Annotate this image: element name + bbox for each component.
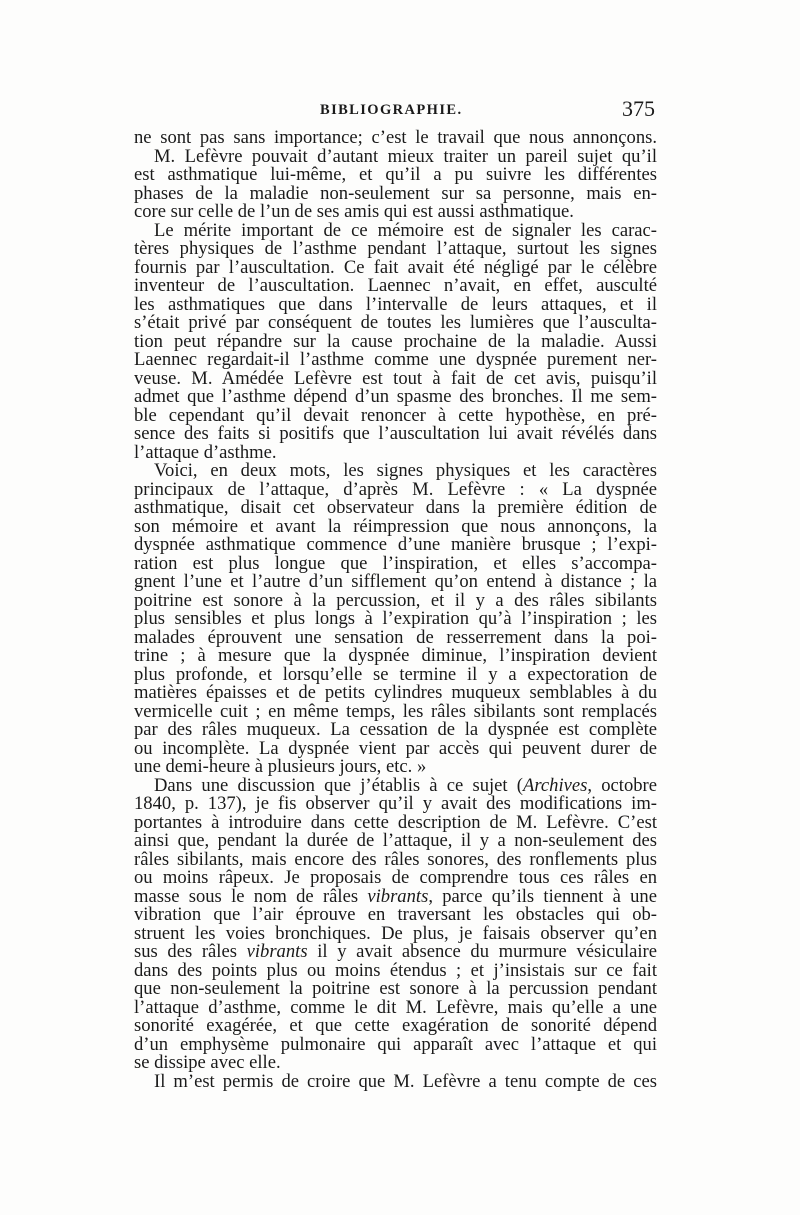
text-line: Dans une discussion que j’établis à ce sujet (Archives, octobre <box>154 774 657 796</box>
text-line: veuse. M. Amédée Lefèvre est tout à fait de cet avis, puisqu’il <box>134 367 657 389</box>
text-line: asthmatique, disait cet observateur dans la première édition de <box>134 497 657 518</box>
text-line: masse sous le nom de râles vibrants, parce qu’ils tiennent à une <box>134 885 657 907</box>
text-line: dans des points plus ou moins étendus ; et j’insistais sur ce fait <box>134 959 657 981</box>
text-line: plus profonde, et lorsqu’elle se termine il y a expectoration de <box>134 663 657 685</box>
text-line: admet que l’asthme dépend d’un spasme des bronches. Il me sem- <box>134 386 657 407</box>
text-line: malades éprouvent une sensation de resserrement dans la poi- <box>134 626 657 648</box>
text-line: trine ; à mesure que la dyspnée diminue, l’inspiration devient <box>134 645 657 666</box>
text-line: principaux de l’attaque, d’après M. Lefèvre : « La dyspnée <box>134 478 657 500</box>
text-line: ou moins râpeux. Je proposais de comprendre tous ces râles en <box>134 867 657 888</box>
text-line: râles sibilants, mais encore des râles sonores, des ronflements plus <box>134 848 657 870</box>
text-line: tion peut répandre sur la cause prochaine de la maladie. Aussi <box>134 330 657 352</box>
text-line: matières épaisses et de petits cylindres muqueux semblables à du <box>134 682 657 703</box>
text-line: sonorité exagérée, et que cette exagération de sonorité dépend <box>134 1015 657 1036</box>
text-line: se dissipe avec elle. <box>134 1052 281 1073</box>
text-line: Il m’est permis de croire que M. Lefèvre a tenu compte de ces <box>154 1070 657 1092</box>
text-line: l’attaque d’asthme. <box>134 441 277 463</box>
text-line: ble cependant qu’il devait renoncer à cette hypothèse, en pré- <box>134 404 657 426</box>
text-line: struent les voies bronchiques. De plus, je faisais observer qu’en <box>134 922 657 944</box>
text-line: Laennec regardait-il l’asthme comme une dyspnée purement ner- <box>134 349 657 370</box>
italic-term: Archives <box>523 774 588 796</box>
text-line: son mémoire et avant la réimpression que nous annonçons, la <box>134 515 657 537</box>
running-head <box>135 96 655 124</box>
text-line: ne sont pas sans importance; c’est le travail que nous annonçons. <box>134 127 657 148</box>
italic-term: vibrants <box>246 941 308 962</box>
running-title: BIBLIOGRAPHIE. <box>320 102 463 118</box>
text-line: Voici, en deux mots, les signes physiques et les caractères <box>154 460 657 481</box>
text-line: M. Lefèvre pouvait d’autant mieux traiter un pareil sujet qu’il <box>154 145 657 167</box>
text-line: sus des râles vibrants il y avait absence du murmure vésiculaire <box>134 941 657 962</box>
text-line: les asthmatiques que dans l’intervalle de leurs attaques, et il <box>134 293 657 315</box>
body-text <box>134 129 657 1091</box>
text-line: ainsi que, pendant la durée de l’attaque, il y a non-seulement des <box>134 830 657 851</box>
text-line: ou incomplète. La dyspnée vient par accès qui peuvent durer de <box>134 737 657 759</box>
text-line: une demi-heure à plusieurs jours, etc. » <box>134 756 427 777</box>
text-line: plus sensibles et plus longs à l’expiration qu’à l’inspiration ; les <box>134 608 657 629</box>
text-line: 1840, p. 137), je fis observer qu’il y avait des modifications im- <box>134 793 657 814</box>
text-line: Le mérite important de ce mémoire est de signaler les carac- <box>154 219 657 241</box>
text-line: ration est plus longue que l’inspiration, et elles s’accompa- <box>134 552 657 574</box>
text-line: que non-seulement la poitrine est sonore à la percussion pendant <box>134 978 657 999</box>
text-line: vermicelle cuit ; en même temps, les râles sibilants sont remplacés <box>134 700 657 722</box>
text-line: vibration que l’air éprouve en traversant les obstacles qui ob- <box>134 904 657 925</box>
text-line: tères physiques de l’asthme pendant l’attaque, surtout les signes <box>134 238 657 259</box>
text-line: portantes à introduire dans cette description de M. Lefèvre. C’est <box>134 811 657 833</box>
text-line: l’attaque d’asthme, comme le dit M. Lefèvre, mais qu’elle a une <box>134 996 657 1018</box>
text-line: est asthmatique lui-même, et qu’il a pu suivre les différentes <box>134 164 657 185</box>
text-line: sence des faits si positifs que l’auscultation lui avait révélés dans <box>134 423 657 444</box>
page-number: 375 <box>622 96 655 121</box>
text-line: gnent l’une et l’autre d’un sifflement qu’on entend à distance ; la <box>134 571 657 592</box>
text-line: d’un emphysème pulmonaire qui apparaît avec l’attaque et qui <box>134 1033 657 1055</box>
italic-term: vibrants <box>367 885 429 907</box>
text-line: s’était privé par conséquent de toutes les lumières que l’ausculta- <box>134 312 657 333</box>
text-line: fournis par l’auscultation. Ce fait avait été négligé par le célèbre <box>134 256 657 278</box>
text-line: phases de la maladie non-seulement sur sa personne, mais en- <box>134 182 657 204</box>
text-line: inventeur de l’auscultation. Laennec n’avait, en effet, ausculté <box>134 275 657 296</box>
text-line: core sur celle de l’un de ses amis qui est aussi asthmatique. <box>134 201 574 222</box>
text-line: poitrine est sonore à la percussion, et il y a des râles sibilants <box>134 589 657 611</box>
text-line: par des râles muqueux. La cessation de la dyspnée est complète <box>134 719 657 740</box>
text-line: dyspnée asthmatique commence d’une manière brusque ; l’expi- <box>134 534 657 555</box>
